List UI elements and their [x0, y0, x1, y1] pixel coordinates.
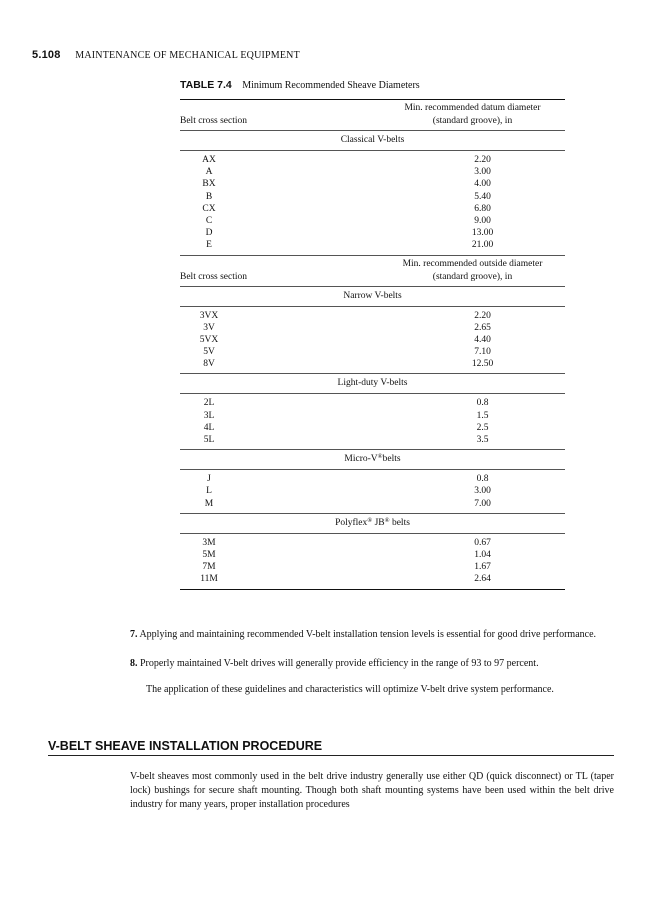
- table-row: 8V 12.50: [203, 359, 494, 370]
- table-header-outside: [180, 256, 565, 286]
- narrow-rows: [180, 307, 565, 374]
- table-row: L 3.00: [206, 486, 491, 497]
- micro-v-rows: [180, 470, 565, 513]
- table-row: 5L 3.5: [203, 435, 489, 445]
- table-row: 4L 2.5: [203, 422, 489, 433]
- closing-paragraph: The application of these guidelines and characteristics will optimize V-belt drive system performance.: [146, 684, 554, 695]
- table-row: D 13.00: [205, 228, 494, 239]
- table-row: 3V 2.65: [203, 322, 491, 333]
- section-classical-title: Classical V-belts: [340, 135, 405, 145]
- table-label: TABLE 7.4: [180, 79, 232, 91]
- header-belt-cross-section: Belt cross section: [180, 116, 248, 126]
- table-row: 5VX 4.40: [199, 334, 491, 345]
- table-row: E 21.00: [206, 240, 494, 251]
- polyflex-rows: [180, 534, 565, 589]
- table-row: B 5.40: [205, 191, 491, 202]
- page-number: 5.108: [32, 49, 61, 61]
- table-header-datum: [180, 100, 565, 130]
- table-bottom-rule: [180, 589, 565, 590]
- table-title: Minimum Recommended Sheave Diameters: [242, 80, 420, 91]
- table-row: 5V 7.10: [203, 347, 491, 358]
- table-row: A 3.00: [205, 167, 491, 178]
- table-row: AX 2.20: [202, 155, 491, 165]
- table-caption: [180, 79, 420, 91]
- table-row: 2L 0.8: [203, 398, 489, 409]
- section-micro-v-title: Micro-V®belts: [344, 453, 401, 465]
- light-duty-rows: [180, 394, 565, 449]
- section-heading: V-BELT SHEAVE INSTALLATION PROCEDURE: [48, 739, 614, 756]
- header-outside-diameter: Min. recommended outside diameter (standard groove), in: [402, 258, 543, 282]
- table-row: C 9.00: [205, 215, 491, 226]
- header-belt-cross-section-2: Belt cross section: [180, 271, 248, 282]
- table-row: 3L 1.5: [203, 410, 489, 421]
- running-title: MAINTENANCE OF MECHANICAL EQUIPMENT: [75, 50, 300, 61]
- table-row: J 0.8: [207, 474, 489, 485]
- section-body: V-belt sheaves most commonly used in the belt drive industry generally use either QD (quick disconnect) or TL (taper lock) bushings for secure shaft mounting. Though both shaft mounting systems have been used within the belt drive industry for many years, proper installation procedures: [130, 771, 614, 810]
- classical-rows: [180, 151, 565, 255]
- sheave-diameter-table: [180, 99, 565, 590]
- table-row: 5M 1.04: [202, 549, 491, 560]
- table-row: 3VX 2.20: [199, 310, 491, 321]
- list-item-8: 8. Properly maintained V-belt drives will generally provide efficiency in the range of 93 to 97 percent.: [130, 658, 539, 669]
- list-item-7: 7. Applying and maintaining recommended V-belt installation tension levels is essential for good drive performance.: [130, 629, 597, 640]
- table-row: BX 4.00: [202, 179, 491, 190]
- table-row: CX 6.80: [202, 203, 491, 214]
- header-datum-diameter: Min. recommended datum diameter (standard groove), in: [404, 103, 541, 126]
- table-row: 7M 1.67: [202, 562, 491, 573]
- running-head: [32, 49, 300, 61]
- table-row: 11M 2.64: [200, 574, 491, 585]
- section-polyflex-title: Polyflex® JB® belts: [335, 516, 410, 528]
- table-row: M 7.00: [204, 498, 491, 509]
- section-narrow-title: Narrow V-belts: [343, 290, 402, 301]
- section-light-duty-title: Light-duty V-belts: [337, 378, 408, 389]
- table-row: 3M 0.67: [202, 537, 491, 548]
